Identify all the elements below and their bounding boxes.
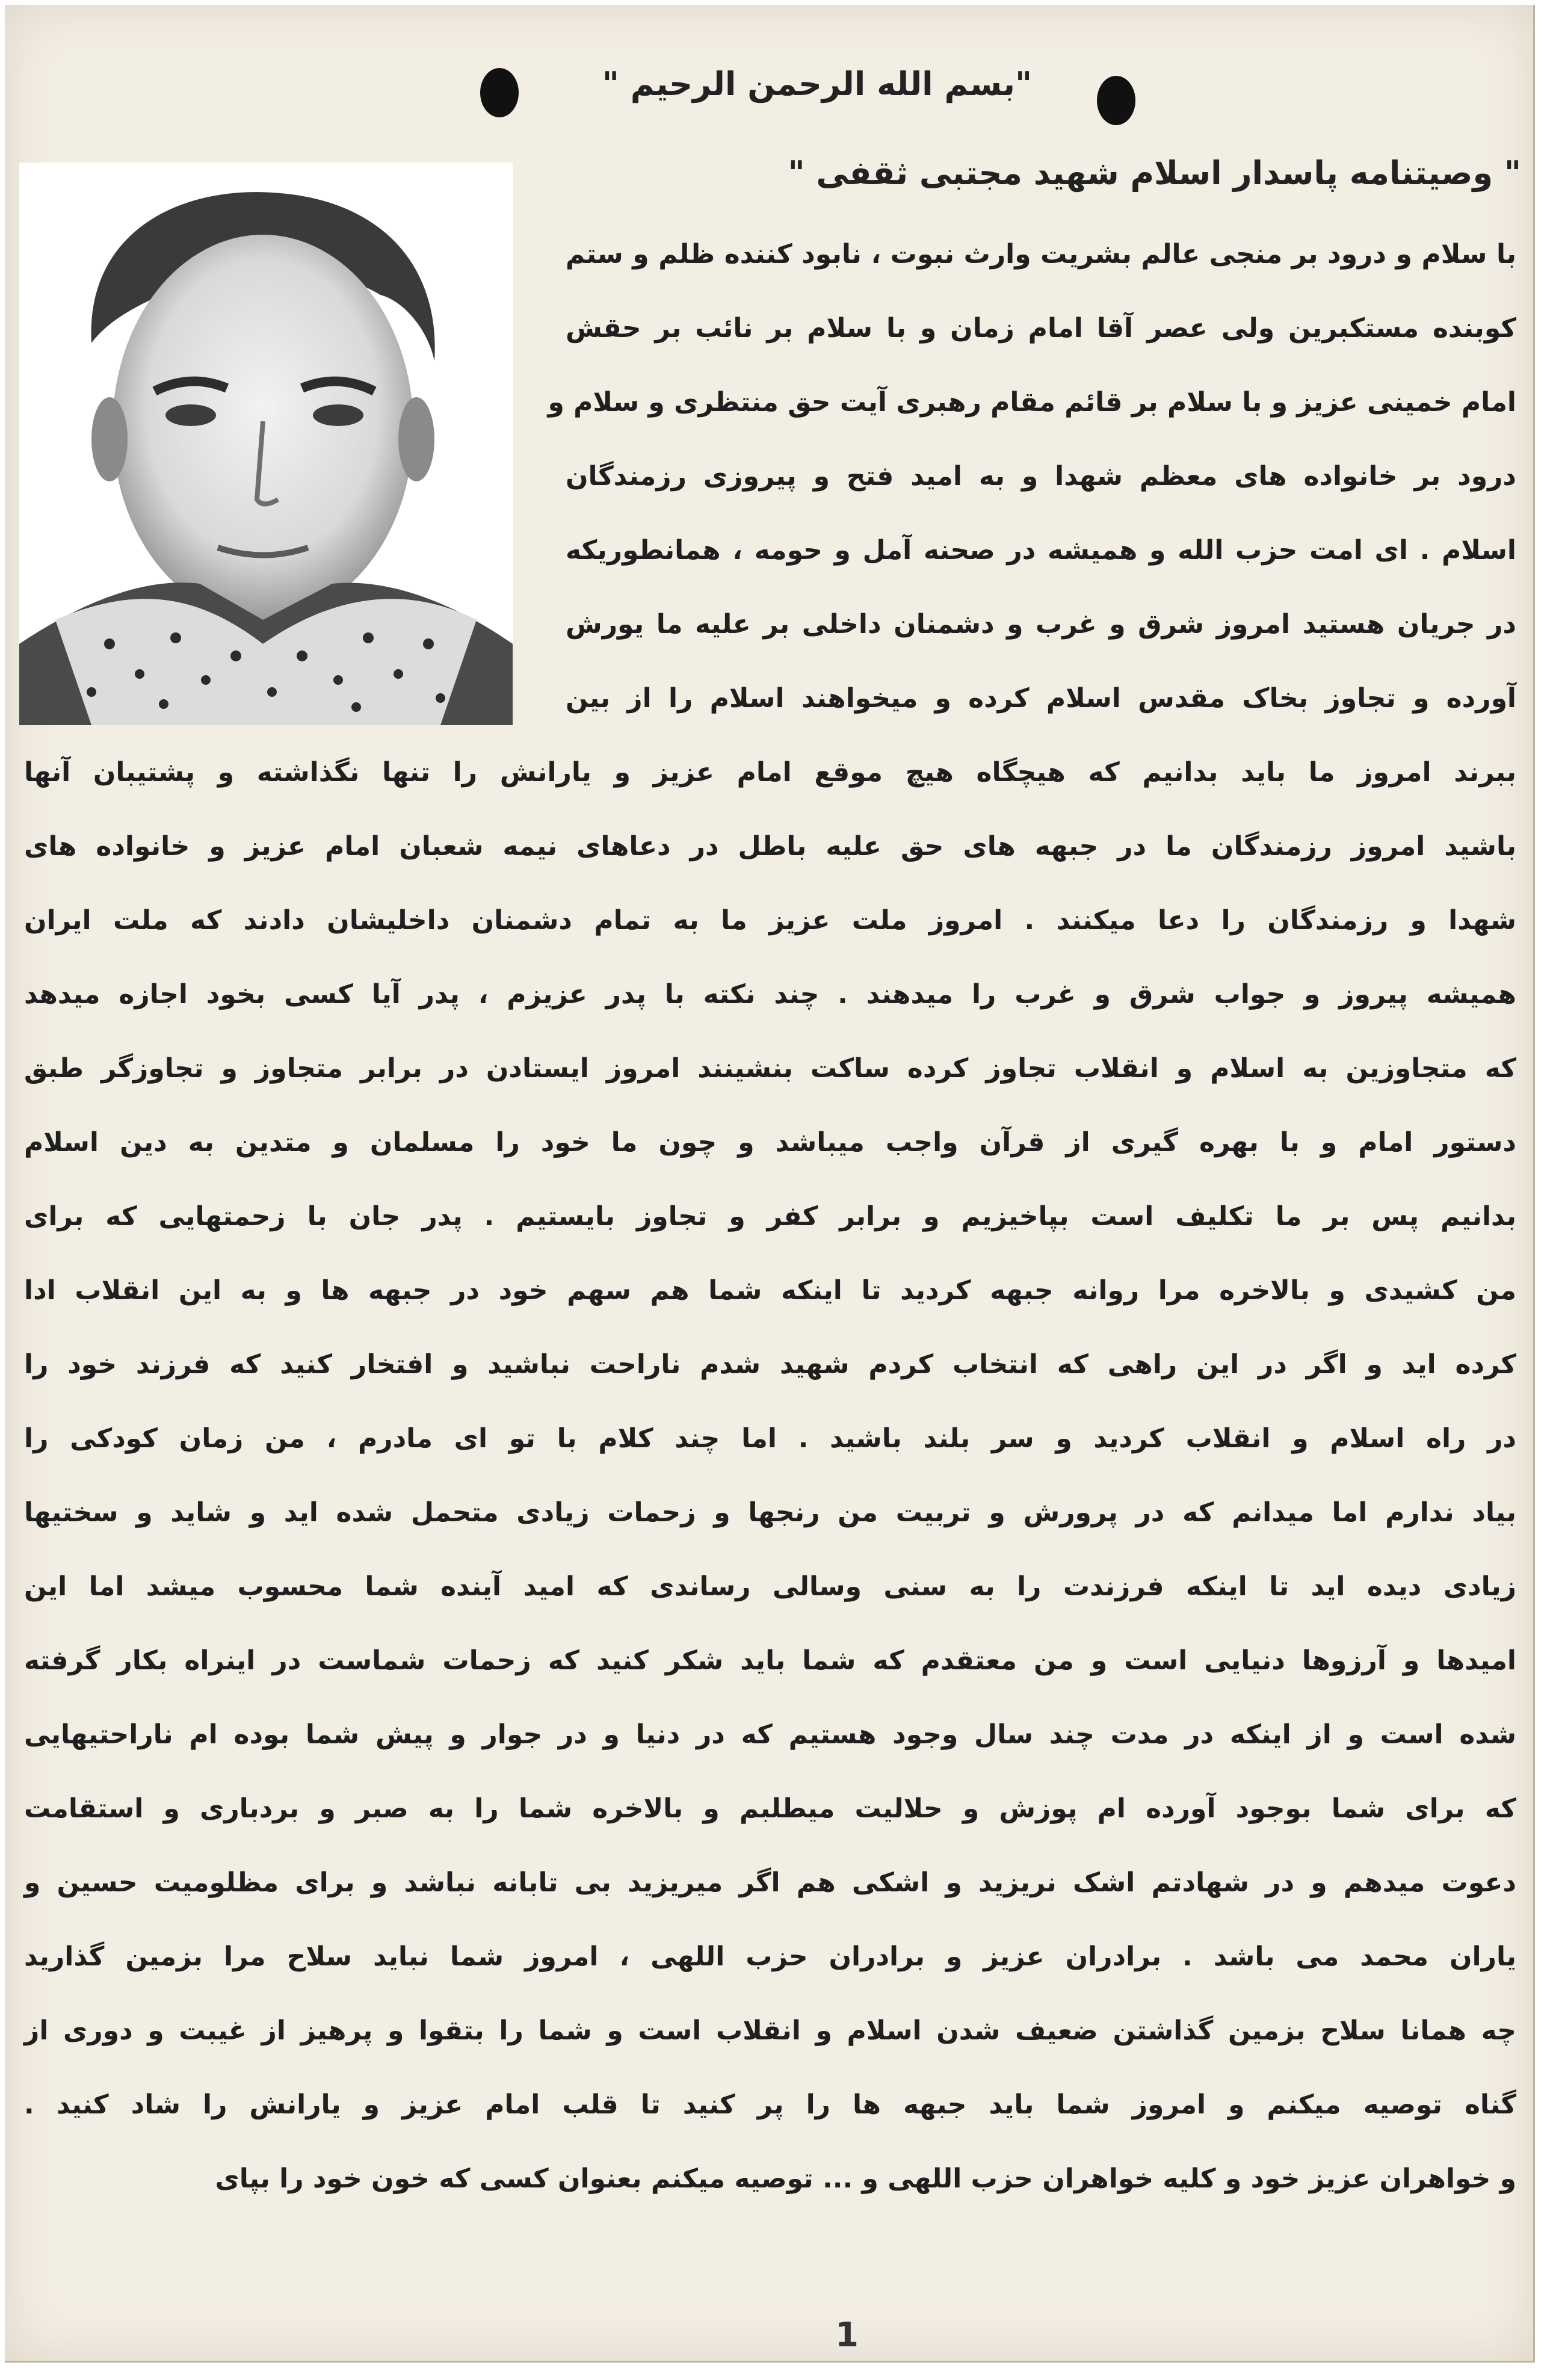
text-line-9: باشید امروز رزمندگان ما در جبهه های حق علیه باطل در دعاهای نیمه شعبان امام عزیز و خانواده های — [24, 831, 1516, 862]
text-line-13: دستور امام و با بهره گیری از قرآن واجب میباشد و چون ما خود را مسلمان و متدین به دین اسلام — [24, 1127, 1516, 1158]
text-line-11: همیشه پیروز و جواب شرق و غرب را میدهند . چند نکته با پدر عزیزم ، پدر آیا کسی بخود اجازه میدهد — [24, 979, 1516, 1010]
text-line-3: امام خمینی عزیز و با سلام بر قائم مقام رهبری آیت حق منتظری و سلام و — [548, 387, 1516, 418]
text-line-6: در جریان هستید امروز شرق و غرب و دشمنان داخلی بر علیه ما یورش — [566, 609, 1516, 640]
text-line-5: اسلام . ای امت حزب الله و همیشه در صحنه آمل و حومه ، همانطوریکه — [566, 535, 1516, 566]
text-line-2: کوبنده مستکبرین ولی عصر آقا امام زمان و با سلام بر نائب بر حقش — [566, 313, 1516, 344]
text-line-27: و خواهران عزیز خود و کلیه خواهران حزب اللهی و ... توصیه میکنم بعنوان کسی که خون خود را بپای — [215, 2163, 1516, 2194]
text-line-18: بیاد ندارم اما میدانم که در پرورش و تربیت من رنجها و زحمات زیادی متحمل شده اید و شاید و سختیها — [24, 1497, 1516, 1528]
text-line-14: بدانیم پس بر ما تکلیف است بپاخیزیم و برابر کفر و تجاوز بایستیم . پدر جان با زحمتهایی که برای — [24, 1201, 1516, 1232]
testament-body — [5, 5, 1533, 2361]
text-line-24: یاران محمد می باشد . برادران عزیز و برادران حزب اللهی ، امروز شما نباید سلاح مرا بزمین گذارید — [24, 1941, 1516, 1972]
text-line-26: گناه توصیه میکنم و امروز شما باید جبهه ها را پر کنید تا قلب امام عزیز و یارانش را شاد کنید . — [24, 2089, 1516, 2120]
text-line-21: شده است و از اینکه در مدت چند سال وجود هستیم که در دنیا و در جوار و پیش شما بوده ام ناراحتیهایی — [24, 1719, 1516, 1750]
text-line-10: شهدا و رزمندگان را دعا میکنند . امروز ملت عزیز ما به تمام دشمنان داخلیشان دادند که ملت ایران — [24, 905, 1516, 936]
page-number: 1 — [835, 2316, 859, 2355]
text-line-22: که برای شما بوجود آورده ام پوزش و حلالیت میطلبم و بالاخره شما را به صبر و بردباری و استقامت — [24, 1793, 1516, 1824]
text-line-8: ببرند امروز ما باید بدانیم که هیچگاه هیچ موقع امام عزیز و یارانش را تنها نگذاشته و پشتیبان آنها — [24, 757, 1516, 788]
testament-page — [5, 5, 1535, 2363]
text-line-23: دعوت میدهم و در شهادتم اشک نریزید و اشکی هم اگر میریزید بی تابانه نباشد و برای مظلومیت حسین و — [24, 1867, 1516, 1898]
text-line-12: که متجاوزین به اسلام و انقلاب تجاوز کرده ساکت بنشینند امروز ایستادن در برابر متجاوز و تجاوزگر طبق — [24, 1053, 1516, 1084]
bismillah-heading: "بسم الله الرحمن الرحیم " — [602, 65, 1033, 103]
document-title: " وصیتنامه پاسدار اسلام شهید مجتبی ثقفی " — [788, 154, 1521, 192]
text-line-19: زیادی دیده اید تا اینکه فرزندت را به سنی وسالی رساندی که امید آینده شما محسوب میشد اما این — [24, 1571, 1516, 1602]
text-line-25: چه همانا سلاح بزمین گذاشتن ضعیف شدن اسلام و انقلاب است و شما را بتقوا و پرهیز از غیبت و دوری از — [24, 2015, 1516, 2046]
text-line-20: امیدها و آرزوها دنیایی است و من معتقدم که شما باید شکر کنید که زحمات شماست در اینراه بکار گرفته — [24, 1645, 1516, 1676]
text-line-17: در راه اسلام و انقلاب کردید و سر بلند باشید . اما چند کلام با تو ای مادرم ، من زمان کودکی را — [24, 1423, 1516, 1454]
text-line-15: من کشیدی و بالاخره مرا روانه جبهه کردید تا اینکه شما هم سهم خود در جبهه ها و به این انقلاب ادا — [24, 1275, 1516, 1306]
text-line-1: با سلام و درود بر منجی عالم بشریت وارث نبوت ، نابود کننده ظلم و ستم — [566, 239, 1516, 270]
text-line-16: کرده اید و اگر در این راهی که انتخاب کردم شهید شدم ناراحت نباشید و افتخار کنید که فرزند خود را — [24, 1349, 1516, 1380]
text-line-4: درود بر خانواده های معظم شهدا و به امید فتح و پیروزی رزمندگان — [566, 461, 1516, 492]
text-line-7: آورده و تجاوز بخاک مقدس اسلام کرده و میخواهند اسلام را از بین — [566, 683, 1516, 714]
